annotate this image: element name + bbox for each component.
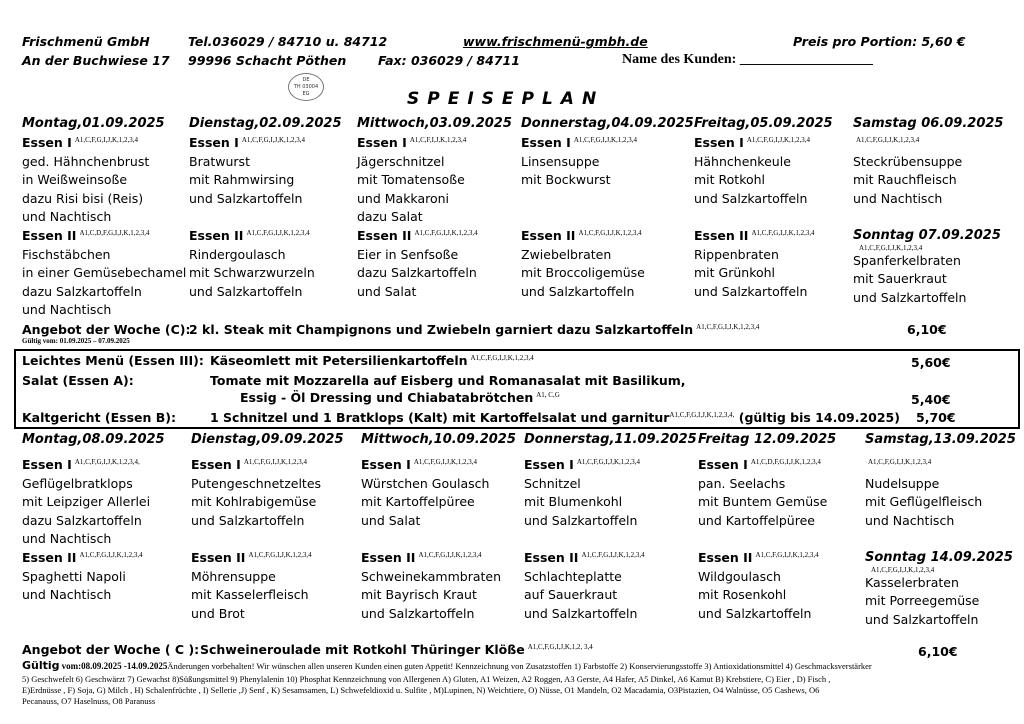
allergen-codes: A1,C,F,G,I,J,K,1,2,3,4: [243, 458, 308, 466]
dish-line: mit Kohlrabigemüse: [191, 494, 317, 509]
dish-line: dazu Salzkartoffeln: [22, 512, 142, 528]
approval-stamp: DE TH 03004 EG: [288, 73, 324, 101]
allergen-codes: A1,C,F,G,I,J,K,1,2,3,4: [856, 136, 920, 144]
week1-offer-label: Angebot der Woche (C):: [22, 322, 191, 337]
day-header: Dienstag,02.09.2025: [189, 116, 342, 131]
allergen-codes: A1,C,F,G,I,J,K,1,2,3,4: [79, 551, 143, 559]
meal-heading: Essen II $^{A1,C,D,F,G,I,J,K,1,2,3,4}$: [22, 228, 150, 243]
dish-line: und Salzkartoffeln: [189, 190, 303, 206]
dish-line: Würstchen Goulasch: [361, 475, 490, 491]
dish-line: und Nachtisch: [22, 587, 112, 602]
dish-line: Zwiebelbraten: [521, 246, 612, 262]
allergen-codes: A1,C,F,G,I,J,K,1,2,3,4: [578, 229, 642, 237]
meal-heading: [865, 457, 931, 472]
dish-line: ged. Hähnchenbrust: [22, 153, 150, 169]
day-header: Montag,08.09.2025: [22, 432, 165, 447]
dish-line: mit Kasselerfleisch: [191, 587, 309, 602]
week2-offer-label: Angebot der Woche ( C ):: [22, 642, 200, 657]
day-header: Samstag 06.09.2025: [853, 116, 1004, 131]
dish-line: mit Rauchfleisch: [853, 172, 957, 187]
allergen-codes: A1,C,F,G,I,J,K,1,2,3,4,: [74, 458, 140, 466]
week2-offer-text: Schweineroulade mit Rotkohl Thüringer Klöße $^{A1,C,F,G,I,J,K,1,2, 3,4}$: [200, 642, 593, 657]
dish-line: und Salzkartoffeln: [189, 283, 303, 299]
dish-line: Steckrübensuppe: [853, 153, 963, 169]
cold-dish-label: Kaltgericht (Essen B):: [22, 410, 176, 425]
allergen-codes: A1,C,F,G,I,J,K,1,2,3,4: [414, 229, 478, 237]
dish-line: mit Broccoligemüse: [521, 265, 645, 280]
allergen-codes: A1,C,F,G,I,J,K,1,2,3,4: [241, 136, 306, 144]
allergen-codes: A1,C,F,G,I,J,K,1,2,3,4: [74, 136, 139, 144]
allergen-codes: A1,C,D,F,G,I,J,K,1,2,3,4: [750, 458, 821, 466]
meal-heading: Essen II $^{A1,C,F,G,I,J,K,1,2,3,4}$: [361, 550, 482, 565]
dish-line: mit Bayrisch Kraut: [361, 587, 477, 602]
meal-heading: Essen II $^{A1,C,F,G,I,J,K,1,2,3,4}$: [22, 550, 143, 565]
fax-number: Fax: 036029 / 84711: [378, 53, 520, 68]
dish-line: und Salzkartoffeln: [865, 611, 979, 627]
dish-line: Eier in Senfsoße: [357, 246, 459, 262]
dish-line: mit Schwarzwurzeln: [189, 265, 315, 280]
allergen-codes: A1,C,F,G,I,J,K,1,2,3,4: [413, 458, 478, 466]
dish-line: Jägerschnitzel: [357, 153, 445, 169]
dish-line: dazu Salzkartoffeln: [22, 283, 142, 299]
dish-line: und Salzkartoffeln: [524, 512, 638, 528]
dish-line: Rippenbraten: [694, 246, 779, 262]
dish-line: und Salzkartoffeln: [694, 283, 808, 299]
dish-line: mit Tomatensoße: [357, 172, 465, 187]
dish-line: dazu Salat: [357, 209, 423, 224]
day-header: Donnerstag,11.09.2025: [524, 432, 697, 447]
dish-line: und Makkaroni: [357, 190, 450, 206]
dish-line: und Salzkartoffeln: [853, 289, 967, 305]
dish-line: und Salzkartoffeln: [698, 605, 812, 621]
meal-heading: Essen I $^{A1,C,F,G,I,J,K,1,2,3,4}$: [694, 135, 811, 150]
meal-heading: Essen II $^{A1,C,F,G,I,J,K,1,2,3,4}$: [189, 228, 310, 243]
light-menu-text: Käseomlett mit Petersilienkartoffeln $^{A1,C,F,G,I,J,K,1,2,3,4}$: [210, 353, 534, 368]
day-header: Mittwoch,10.09.2025: [361, 432, 516, 447]
dish-line: Fischstäbchen: [22, 246, 111, 262]
dish-line: in einer Gemüsebechamel: [22, 265, 187, 280]
company-address: An der Buchwiese 17: [22, 53, 170, 68]
dish-line: mit Rosenkohl: [698, 587, 787, 602]
allergen-codes: A1,C,F,G,I,J,K,1,2,3,4: [755, 551, 819, 559]
dish-line: und Salzkartoffeln: [524, 605, 638, 621]
week1-valid-range: Gültig vom: 01.09.2025 – 07.09.2025: [22, 337, 130, 345]
day-header: Donnerstag,04.09.2025: [521, 116, 694, 131]
dish-line: Nudelsuppe: [865, 475, 940, 491]
dish-line: in Weißweinsoße: [22, 172, 128, 187]
allergen-codes: A1,C,F,G,I,J,K,1,2,3,4: [859, 244, 923, 252]
salad-label: Salat (Essen A):: [22, 373, 134, 388]
dish-line: und Nachtisch: [853, 190, 943, 206]
dish-line: und Salzkartoffeln: [521, 283, 635, 299]
meal-heading: Essen I $^{A1,C,F,I,J,K,1,2,3,4}$: [357, 135, 467, 150]
meal-heading: Essen I $^{A1,C,F,G,I,J,K,1,2,3,4,}$: [22, 457, 140, 472]
dish-line: mit Grünkohl: [694, 265, 776, 280]
cold-dish-price: 5,70€: [916, 410, 956, 425]
meal-heading: Essen II $^{A1,C,F,G,I,J,K,1,2,3,4}$: [191, 550, 312, 565]
meal-heading: [853, 135, 919, 150]
dish-line: Putengeschnetzeltes: [191, 475, 322, 491]
meal-heading: Essen I $^{A1,C,D,F,G,I,J,K,1,2,3,4}$: [698, 457, 821, 472]
dish-line: Möhrensuppe: [191, 568, 276, 584]
dish-line: und Nachtisch: [22, 302, 112, 317]
dish-line: mit Geflügelfleisch: [865, 494, 983, 509]
allergen-codes: A1,C,F,G,I,J,K,1,2,3,4: [751, 229, 815, 237]
meal-heading: Essen I $^{A1,C,F,G,I,J,K,1,2,3,4}$: [191, 457, 308, 472]
dish-line: mit Rahmwirsing: [189, 172, 295, 187]
dish-line: und Salzkartoffeln: [694, 190, 808, 206]
dish-line: Geflügelbratklops: [22, 475, 133, 491]
company-name: Frischmenü GmbH: [22, 34, 150, 49]
dish-line: Linsensuppe: [521, 153, 600, 169]
meal-heading: Essen II $^{A1,C,F,G,I,J,K,1,2,3,4}$: [357, 228, 478, 243]
dish-line: Hähnchenkeule: [694, 153, 791, 169]
price-per-portion: Preis pro Portion: 5,60 €: [793, 34, 966, 49]
allergen-codes: A1,C,F,G,I,J,K,1,2,3,4: [868, 458, 932, 466]
salad-price: 5,40€: [911, 392, 951, 407]
day-header: Montag,01.09.2025: [22, 116, 165, 131]
dish-line: und Nachtisch: [22, 531, 112, 546]
allergen-codes: A1,C,F,G,I,J,K,1,2,3,4: [581, 551, 645, 559]
day-header: Dienstag,09.09.2025: [191, 432, 344, 447]
dish-line: mit Rotkohl: [694, 172, 766, 187]
allergen-codes: A1,C,F,G,I,J,K,1,2,3,4: [746, 136, 811, 144]
dish-line: Kasselerbraten: [865, 574, 959, 590]
allergen-codes: A1,C,F,G,I,J,K,1,2,3,4: [248, 551, 312, 559]
allergen-codes: A1,C,F,G,I,J,K,1,2,3,4: [573, 136, 638, 144]
meal-heading: Essen II $^{A1,C,F,G,I,J,K,1,2,3,4}$: [521, 228, 642, 243]
footer-line-1: Gültig vom:08.09.2025 -14.09.2025Änderungen vorbehalten! Wir wünschen allen unseren Kunden einen guten Appetit! Kennzeichnung von Zusatzstoffen 1) Farbstoffe 2) Konservierungsstoffe 3) Antioxidationsmittel 4) Geschmacksverstärker: [22, 659, 872, 672]
day-header: Samstag,13.09.2025: [865, 432, 1016, 447]
meal-heading: Essen I $^{A1,C,F,G,I,J,K,1,2,3,4}$: [189, 135, 306, 150]
dish-line: auf Sauerkraut: [524, 587, 618, 602]
day-header: Freitag,05.09.2025: [694, 116, 833, 131]
dish-line: und Nachtisch: [865, 512, 955, 528]
website-link[interactable]: www.frischmenü-gmbh.de: [463, 34, 648, 49]
meal-heading: Essen II $^{A1,C,F,G,I,J,K,1,2,3,4}$: [694, 228, 815, 243]
footer-line-4: Pecanauss, O7 Haselnuss, O8 Paranuss: [22, 696, 156, 706]
phone-number: Tel.036029 / 84710 u. 84712: [188, 34, 388, 49]
dish-line: Schlachteplatte: [524, 568, 622, 584]
dish-line: Bratwurst: [189, 153, 250, 169]
dish-line: und Salzkartoffeln: [191, 512, 305, 528]
dish-line: mit Leipziger Allerlei: [22, 494, 151, 509]
dish-line: Spaghetti Napoli: [22, 568, 126, 584]
dish-line: mit Sauerkraut: [853, 271, 947, 286]
dish-line: pan. Seelachs: [698, 475, 786, 491]
dish-line: und Brot: [191, 605, 245, 621]
page-title: SPEISEPLAN: [407, 89, 605, 109]
dish-line: dazu Salzkartoffeln: [357, 265, 477, 280]
dish-line: und Salat: [357, 283, 417, 299]
light-menu-label: Leichtes Menü (Essen III):: [22, 353, 204, 368]
allergen-codes: A1,C,D,F,G,I,J,K,1,2,3,4: [79, 229, 150, 237]
dish-line: und Salzkartoffeln: [361, 605, 475, 621]
meal-heading: Essen I $^{A1,C,F,G,I,J,K,1,2,3,4}$: [22, 135, 139, 150]
allergen-codes: A1,C,F,G,I,J,K,1,2,3,4: [871, 566, 935, 574]
allergen-codes: A1,C,F,G,I,J,K,1,2,3,4: [576, 458, 641, 466]
day-header: Sonntag 07.09.2025: [853, 228, 1001, 243]
light-menu-price: 5,60€: [911, 355, 951, 370]
week1-offer-text: 2 kl. Steak mit Champignons und Zwiebeln garniert dazu Salzkartoffeln $^{A1,C,F,G,I,J,K,1,2,3,4}$: [189, 322, 760, 337]
company-city: 99996 Schacht Pöthen: [188, 53, 347, 68]
dish-line: mit Bockwurst: [521, 172, 611, 187]
allergen-codes: A1,C,F,G,I,J,K,1,2,3,4: [418, 551, 482, 559]
dish-line: mit Kartoffelpüree: [361, 494, 475, 509]
dish-line: Schnitzel: [524, 475, 581, 491]
meal-heading: Essen I $^{A1,C,F,G,I,J,K,1,2,3,4}$: [521, 135, 638, 150]
salad-text-line1: Tomate mit Mozzarella auf Eisberg und Romanasalat mit Basilikum,: [210, 373, 686, 388]
day-header: Mittwoch,03.09.2025: [357, 116, 512, 131]
day-header: Freitag 12.09.2025: [698, 432, 837, 447]
dish-line: Spanferkelbraten: [853, 252, 961, 268]
dish-line: Wildgoulasch: [698, 568, 781, 584]
allergen-codes: A1,C,F,G,I,J,K,1,2,3,4: [246, 229, 310, 237]
customer-name-label: Name des Kunden: ___________________: [622, 52, 873, 67]
dish-line: und Kartoffelpüree: [698, 512, 815, 528]
dish-line: mit Porreegemüse: [865, 593, 980, 608]
footer-line-2: 5) Geschwefelt 6) Geschwärzt 7) Gewachst 8)Süßungsmittel 9) Phenylalenin 10) Phosphat Kennzeichnung von Allergenen A) Gluten, A1 Weizen, A2 Roggen, A3 Gerste, A4 Hafer, A5 Dinkel, A6 Kamut B) Krebstiere, C) Eier , D) Fisch ,: [22, 674, 831, 684]
dish-line: mit Buntem Gemüse: [698, 494, 828, 509]
week2-offer-price: 6,10€: [918, 644, 958, 659]
allergen-codes: A1,C,F,I,J,K,1,2,3,4: [409, 136, 467, 144]
meal-heading: Essen I $^{A1,C,F,G,I,J,K,1,2,3,4}$: [361, 457, 478, 472]
salad-text-line2: Essig - Öl Dressing und Chiabatabrötchen $^{A1, C,G}$: [240, 390, 560, 405]
dish-line: Rindergoulasch: [189, 246, 286, 262]
dish-line: und Salat: [361, 512, 421, 528]
meal-heading: Essen II $^{A1,C,F,G,I,J,K,1,2,3,4}$: [698, 550, 819, 565]
footer-line-3: E)Erdnüsse , F) Soja, G) Milch , H) Schalenfrüchte , I) Sellerie ,J) Senf , K) Sesamsamen, L) Schwefeldioxid u. Sulfite , M)Lupinen, N) Weichtiere, O) Nüsse, O1 Mandeln, O2 Macadamia, O3Pistazien, O4 Walnüsse, O5 Cashews, O6: [22, 685, 820, 695]
meal-heading: Essen II $^{A1,C,F,G,I,J,K,1,2,3,4}$: [524, 550, 645, 565]
dish-line: und Nachtisch: [22, 209, 112, 224]
dish-line: dazu Risi bisi (Reis): [22, 190, 144, 206]
cold-dish-text: 1 Schnitzel und 1 Bratklops (Kalt) mit Kartoffelsalat und garnitur$^{A1,C,F,G,I,J,K,1,2,3,4,}$ (gültig bis 14.09.2025): [210, 410, 900, 425]
dish-line: mit Blumenkohl: [524, 494, 623, 509]
week1-offer-price: 6,10€: [907, 322, 947, 337]
meal-heading: Essen I $^{A1,C,F,G,I,J,K,1,2,3,4}$: [524, 457, 641, 472]
dish-line: Schweinekammbraten: [361, 568, 502, 584]
day-header: Sonntag 14.09.2025: [865, 550, 1013, 565]
